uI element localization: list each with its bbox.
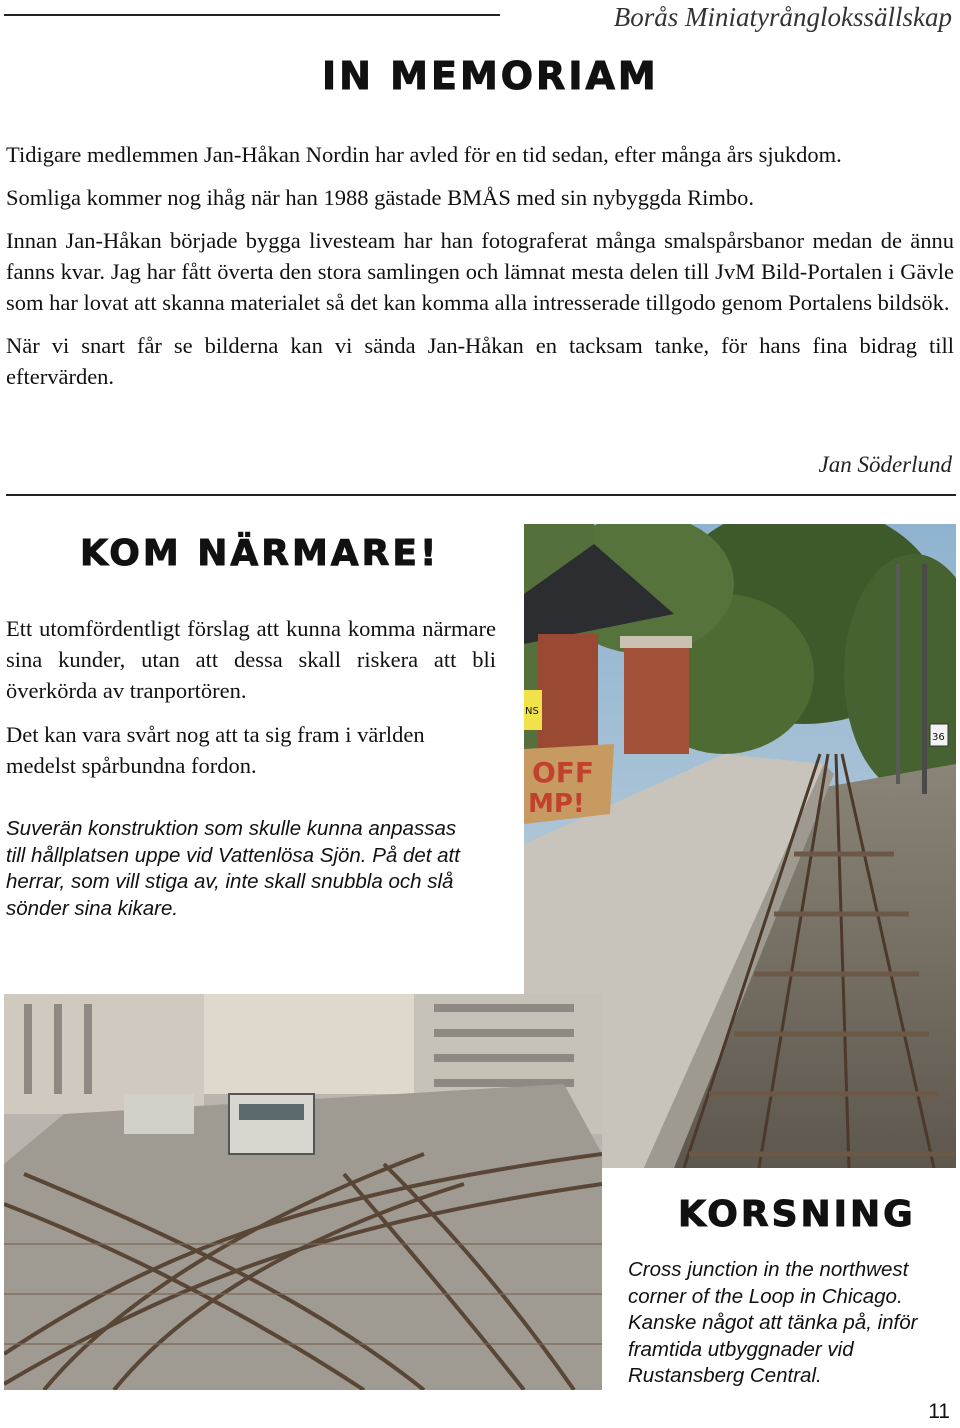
header-rule <box>4 14 500 16</box>
signature: Jan Söderlund <box>818 452 952 477</box>
kom-narmare-paragraph-2: Det kan vara svårt nog att ta sig fram i världen medelst spårbundna fordon. <box>6 722 425 778</box>
memoriam-paragraph-4: När vi snart får se bilderna kan vi sända Jan-Håkan en tacksam tanke, för hans fina bidrag till eftervärden. <box>6 333 954 389</box>
sign-off-text: OFF <box>532 756 595 789</box>
header-title: Borås Miniatyrånglokssällskap <box>613 2 952 32</box>
memoriam-heading: IN MEMORIAM <box>322 54 659 98</box>
korsning-caption: Cross junction in the northwest corner of the Loop in Chicago. Kanske något att tänka på, inför framtida utbyggnader vid Rustansberg Central. <box>628 1258 918 1387</box>
memoriam-body <box>6 139 954 392</box>
korsning-heading: KORSNING <box>678 1194 916 1235</box>
memoriam-paragraph-2: Somliga kommer nog ihåg när han 1988 gästade BMÅS med sin nybyggda Rimbo. <box>6 185 755 210</box>
page-number: 11 <box>928 1400 950 1423</box>
kom-narmare-heading: KOM NÄRMARE! <box>80 533 440 574</box>
kom-narmare-paragraph-1: Ett utomfördentligt förslag att kunna komma närmare sina kunder, utan att dessa skall riskera att bli överkörda av tranportören. <box>6 616 496 703</box>
section-divider <box>6 494 956 496</box>
memoriam-paragraph-1: Tidigare medlemmen Jan-Håkan Nordin har avled för en tid sedan, efter många års sjukdom. <box>6 142 842 167</box>
sign-mp-text: MP! <box>528 789 585 819</box>
sign-36-text: 36 <box>932 732 945 743</box>
kom-narmare-body <box>6 613 496 781</box>
kom-narmare-caption: Suverän konstruktion som skulle kunna anpassas till hållplatsen uppe vid Vattenlösa Sjön. På det att herrar, som vill stiga av, inte skall snubbla och slå sönder sina kikare. <box>6 817 460 920</box>
memoriam-paragraph-3: Innan Jan-Håkan började bygga livesteam har han fotograferat många smalspårsbanor medan de ännu fanns kvar. Jag har fått överta den stora samlingen och lämnat mesta delen till JvM Bild-Portalen i Gävle som har lovat att skanna materialet så det kan komma alla intresserade tillgodo genom Portalens bildsök. <box>6 228 954 315</box>
chicago-junction-photo <box>4 994 602 1390</box>
sign-ns-text: NS <box>525 706 539 717</box>
